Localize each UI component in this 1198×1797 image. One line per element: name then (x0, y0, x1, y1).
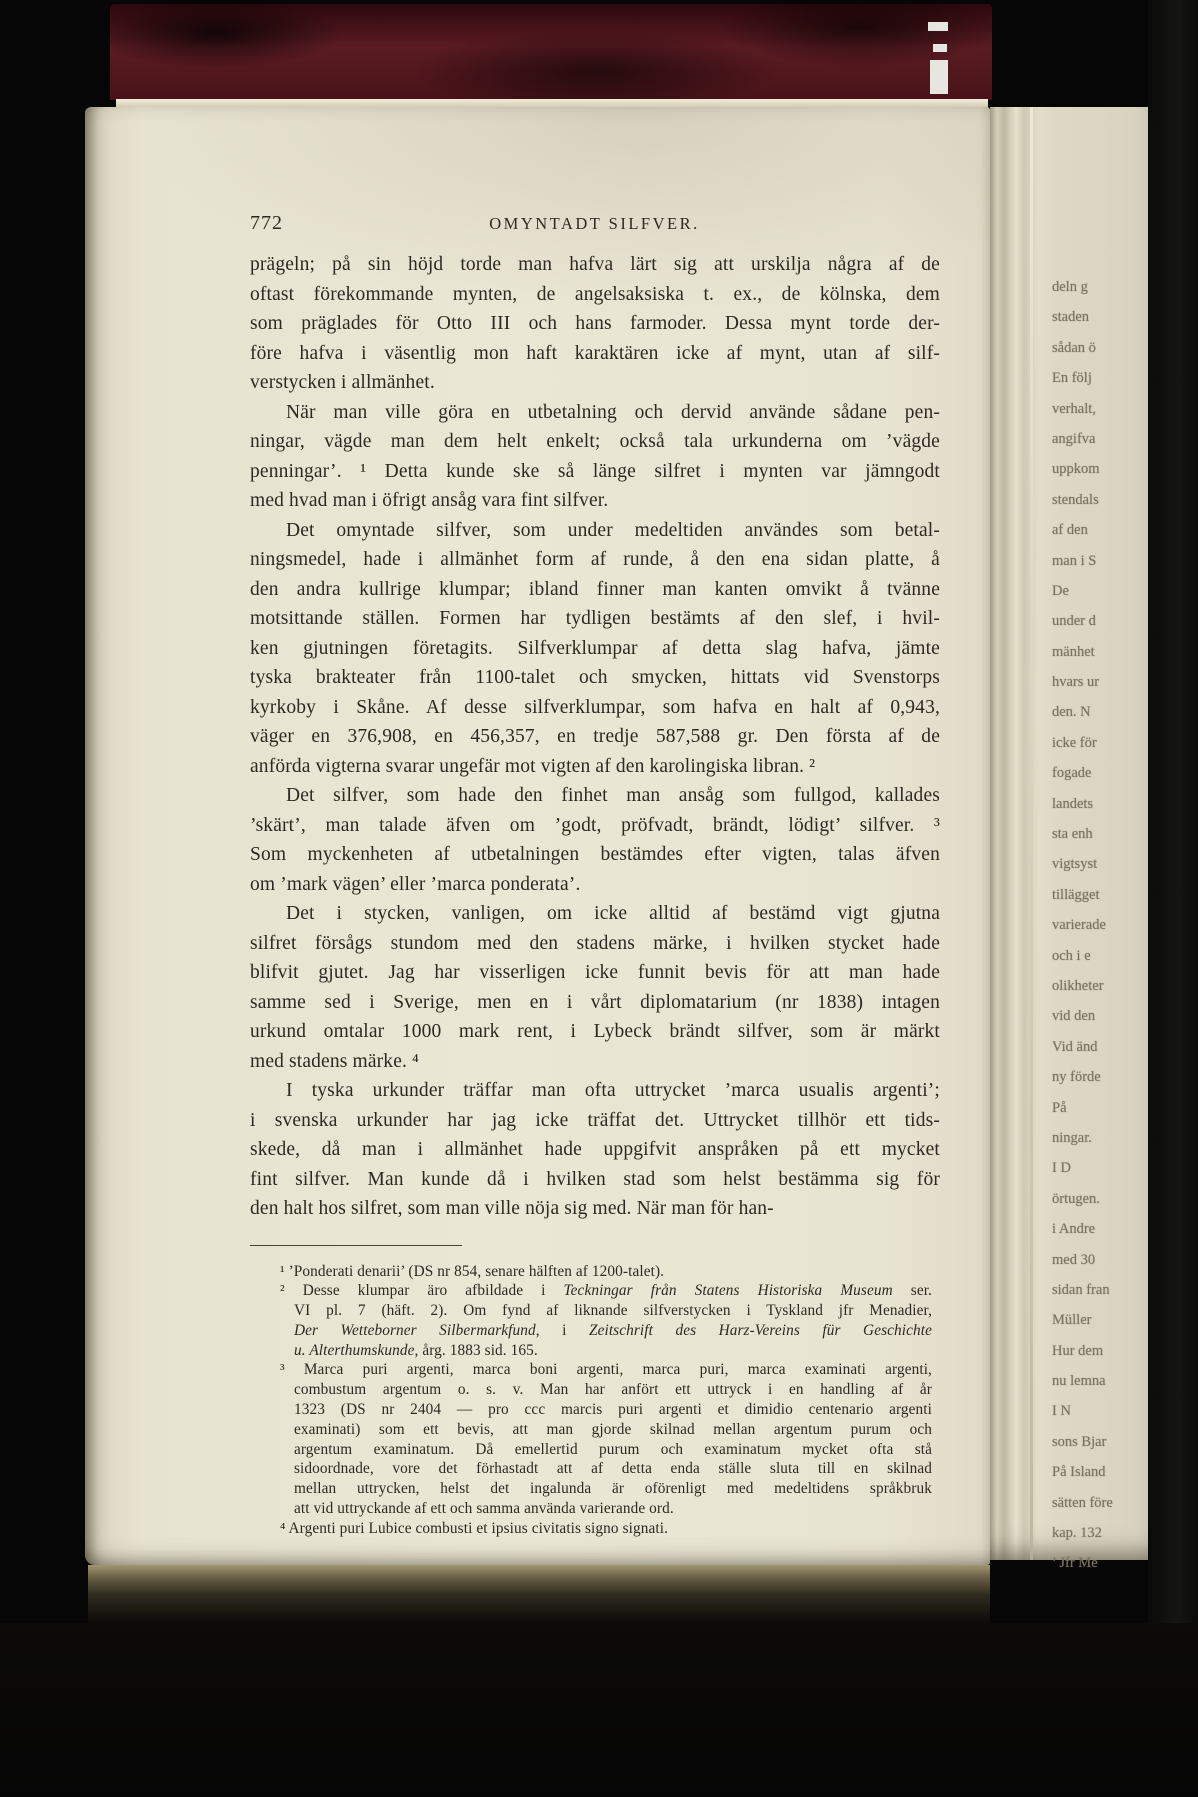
text-line: kyrkoby i Skåne. Af desse silfverklumpar, som hafva en halt af 0,943, (250, 696, 940, 718)
text-fragment: olikheter (1052, 977, 1104, 994)
footnote-line: ⁴ Argenti puri Lubice combusti et ipsius civitatis signo signati. (280, 1519, 668, 1537)
page-number: 772 (250, 212, 283, 234)
text-fragment: kap. 132 (1052, 1525, 1102, 1542)
text-fragment: nu lemna (1052, 1373, 1106, 1390)
text-fragment: Vid änd (1052, 1038, 1098, 1055)
footnote-line: combustum argentum o. s. v. Man har anfört ett uttryck i en handling af år (294, 1381, 932, 1399)
text-line: före hafva i väsentlig mon haft karaktären icke af mynt, utan af silf- (250, 342, 940, 364)
text-fragment: sådan ö (1052, 339, 1096, 356)
text-line: Det i stycken, vanligen, om icke alltid af bestämd vigt gjutna (286, 903, 940, 924)
text-fragment: De (1052, 582, 1069, 599)
text-line: om ’mark vägen’ eller ’marca ponderata’. (250, 873, 581, 895)
text-line: Det silfver, som hade den finhet man ansåg som fullgod, kallades (286, 785, 940, 806)
text-line: väger en 376,908, en 456,357, en tredje 587,588 gr. Den första af de (250, 726, 940, 747)
footnote-line: att vid uttryckande af ett och samma använda varierande ord. (294, 1500, 674, 1518)
footnote-line: ² Desse klumpar äro afbildade i Teckningar från Statens Historiska Museum ser. (280, 1282, 932, 1300)
text-line: I tyska urkunder träffar man ofta uttrycket ’marca usualis argenti’; (286, 1080, 940, 1101)
footnote-rule (250, 1245, 462, 1246)
footnote-line: mellan uttrycken, helst det ingalunda är oförenligt med medeltidens språkbruk (294, 1480, 932, 1498)
text-fragment: varierade (1052, 917, 1106, 934)
text-line: verstycken i allmänhet. (250, 372, 435, 393)
footnote-line: examinati) som ett bevis, att man gjorde skilnad mellan argentum purum och (294, 1420, 932, 1438)
footnote-line: ¹ ’Ponderati denarii’ (DS nr 854, senare hälften af 1200-talet). (280, 1262, 665, 1280)
text-fragment: med 30 (1052, 1251, 1096, 1268)
text-fragment: af den (1052, 522, 1088, 539)
text-line: blifvit gjutet. Jag har visserligen icke funnit bevis för att man hade (250, 962, 940, 983)
facing-page-sliver (990, 107, 1148, 1572)
body-text (250, 250, 940, 1224)
text-line: i svenska urkunder har jag icke träffat det. Uttrycket tillhör ett tids- (250, 1109, 940, 1131)
text-fragment: uppkom (1052, 461, 1100, 478)
text-line: Som myckenheten af utbetalningen bestämdes efter vigten, talas äfven (250, 844, 940, 865)
text-line: penningar’. ¹ Detta kunde ske så länge silfret i mynten var jämngodt (250, 460, 940, 482)
footnote-line: argentum examinatum. Då emellertid purum och examinatum mycket ofta stå (294, 1440, 932, 1458)
text-fragment: ningar. (1052, 1129, 1092, 1146)
text-fragment: ’ Jfr Me (1052, 1555, 1098, 1572)
text-fragment: fogade (1052, 765, 1092, 782)
text-line: prägeln; på sin höjd torde man hafva lärt sig att urskilja några af de (250, 254, 940, 275)
text-fragment: tillägget (1052, 886, 1100, 903)
text-fragment: En följ (1052, 370, 1092, 387)
text-fragment: och i e (1052, 947, 1091, 964)
text-line: tyska brakteater från 1100-talet och smycken, hittats vid Svenstorps (250, 667, 940, 688)
text-line: med hvad man i öfrigt ansåg vara fint silfver. (250, 490, 609, 511)
footnote-line: u. Alterthumskunde, årg. 1883 sid. 165. (294, 1341, 538, 1359)
scan-background (0, 1623, 1198, 1797)
footnote-line: Der Wetteborner Silbermarkfund, i Zeitschrift des Harz-Vereins für Geschichte (294, 1321, 933, 1339)
footnote-line: VI pl. 7 (häft. 2). Om fynd af liknande silfverstycken i Tyskland jfr Menadier, (294, 1302, 932, 1320)
text-line: den andra kullrige klumpar; ibland finner man kanten omvikt å tvänne (250, 578, 940, 600)
text-line: samme sed i Sverige, men en i vårt diplomatarium (nr 1838) intagen (250, 991, 940, 1013)
page-bottom-edges (88, 1565, 990, 1623)
text-fragment: I N (1052, 1403, 1071, 1420)
text-fragment: På Island (1052, 1464, 1106, 1481)
text-line: ningsmedel, hade i allmänhet form af runde, å den ena sidan platte, å (250, 549, 940, 570)
footnote-line: ³ Marca puri argenti, marca boni argenti, marca puri, marca examinati argenti, (280, 1361, 932, 1379)
text-fragment: sätten före (1052, 1494, 1113, 1511)
text-fragment: Hur dem (1052, 1342, 1104, 1359)
page-edge-line (1030, 107, 1033, 1560)
text-fragment: Müller (1052, 1312, 1092, 1329)
text-fragment: under d (1052, 613, 1096, 630)
text-line: ken gjutningen företagits. Silfverklumpar af detta slag hafva, jämte (250, 637, 940, 659)
text-fragment: sons Bjar (1052, 1433, 1107, 1450)
footnote-line: sidoordnade, vore det förhastadt att af detta enda ställe sluta till en skilnad (294, 1460, 932, 1478)
text-fragment: icke för (1052, 734, 1097, 751)
scan-speck (930, 60, 948, 94)
text-fragment: i Andre (1052, 1221, 1096, 1238)
text-line: När man ville göra en utbetalning och dervid använde sådane pen- (286, 401, 940, 423)
text-fragment: sidan fran (1052, 1281, 1110, 1298)
page-header (250, 212, 940, 236)
scan-speck (928, 22, 948, 31)
text-line: som präglades för Otto III och hans farmoder. Dessa mynt torde der- (250, 313, 940, 334)
text-fragment: deln g (1052, 279, 1088, 295)
text-line: med stadens märke. ⁴ (250, 1050, 419, 1072)
text-line: Det omyntade silfver, som under medeltiden användes som betal- (286, 519, 940, 541)
text-line: ’skärt’, man talade äfven om ’godt, pröfvadt, brändt, lödigt’ silfver. ³ (250, 814, 940, 836)
scan-speck (933, 44, 947, 52)
text-fragment: sta enh (1052, 826, 1093, 843)
text-line: urkund omtalar 1000 mark rent, i Lybeck brändt silfver, som är märkt (250, 1021, 940, 1042)
text-line: fint silfver. Man kunde då i hvilken stad som helst bestämma sig för (250, 1168, 940, 1190)
text-fragment: vigtsyst (1052, 856, 1098, 873)
scan-background (1148, 0, 1198, 1797)
text-column (250, 212, 940, 1539)
text-fragment: hvars ur (1052, 674, 1100, 691)
text-line: ningar, vägde man dem helt enkelt; också tala urkunderna om ’vägde (250, 431, 940, 452)
footnotes (280, 1262, 932, 1539)
book-page (85, 107, 990, 1565)
text-fragment: I D (1052, 1160, 1071, 1177)
text-fragment: mänhet (1052, 643, 1095, 660)
text-fragment: vid den (1052, 1008, 1096, 1025)
text-fragment: landets (1052, 795, 1094, 812)
text-fragment: verhalt, (1052, 400, 1096, 417)
text-fragment: staden (1052, 309, 1090, 326)
text-line: silfret försågs stundom med den stadens märke, i hvilken stycket hade (250, 932, 940, 954)
text-fragment: örtugen. (1052, 1190, 1100, 1207)
running-title: OMYNTADT SILFVER. (489, 214, 700, 233)
text-line: den halt hos silfret, som man ville nöja sig med. När man för han- (250, 1198, 774, 1219)
text-fragment: man i S (1052, 552, 1097, 569)
text-fragment: På (1052, 1099, 1067, 1116)
text-fragment: den. N (1052, 704, 1091, 721)
text-fragment: ny förde (1052, 1069, 1101, 1086)
text-fragment: stendals (1052, 491, 1099, 508)
text-line: anförda vigterna svarar ungefär mot vigten af den karolingiska libran. ² (250, 755, 816, 777)
facing-page-text-fragments (1052, 272, 1144, 1579)
text-line: skede, då man i allmänhet hade uppgifvit anspråken på ett mycket (250, 1139, 940, 1160)
text-fragment: angifva (1052, 430, 1096, 447)
footnote-line: 1323 (DS nr 2404 — pro ccc marcis puri argenti et dimidio centenario argenti (294, 1401, 932, 1419)
book-cover-top-edge (110, 4, 992, 100)
text-line: oftast förekommande mynten, de angelsaksiska t. ex., de kölnska, dem (250, 283, 940, 305)
text-line: motsittande ställen. Formen har tydligen bestämts af den slef, i hvil- (250, 608, 940, 629)
